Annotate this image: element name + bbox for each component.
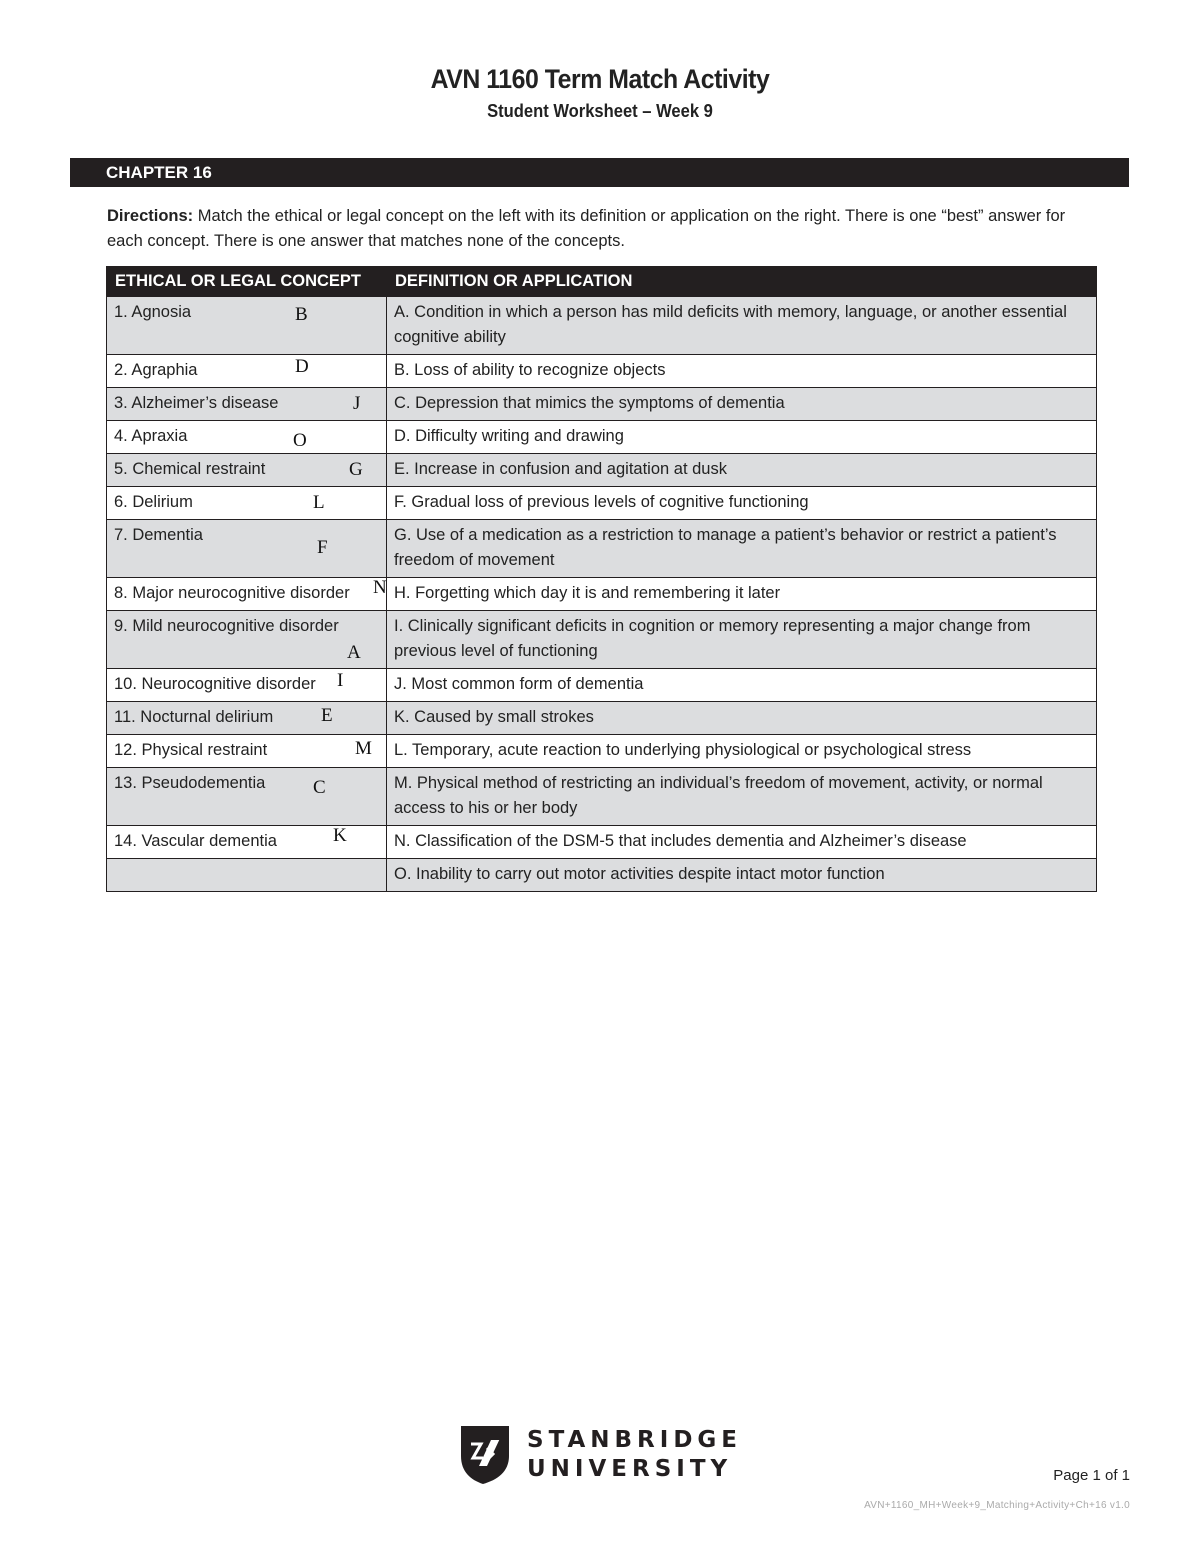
column-header-concept: ETHICAL OR LEGAL CONCEPT bbox=[107, 267, 387, 297]
handwritten-answer: B bbox=[295, 304, 308, 325]
concept-cell bbox=[107, 454, 387, 487]
document-code: AVN+1160_MH+Week+9_Matching+Activity+Ch+16 v1.0 bbox=[864, 1500, 1130, 1511]
definition-cell: J. Most common form of dementia bbox=[387, 669, 1097, 702]
definition-cell: N. Classification of the DSM-5 that includes dementia and Alzheimer’s disease bbox=[387, 826, 1097, 859]
handwritten-answer: D bbox=[295, 356, 309, 377]
table-row bbox=[107, 355, 1097, 388]
table-row bbox=[107, 669, 1097, 702]
table-body bbox=[107, 297, 1097, 892]
concept-cell bbox=[107, 388, 387, 421]
concept-cell bbox=[107, 421, 387, 454]
column-header-definition: DEFINITION OR APPLICATION bbox=[387, 267, 1097, 297]
concept-cell bbox=[107, 859, 387, 892]
table-row bbox=[107, 826, 1097, 859]
definition-cell: G. Use of a medication as a restriction to manage a patient’s behavior or restrict a patient’s freedom of movement bbox=[387, 520, 1097, 578]
concept-label: 8. Major neurocognitive disorder bbox=[114, 584, 350, 602]
concept-label: 13. Pseudodementia bbox=[114, 774, 266, 792]
directions bbox=[107, 204, 1097, 254]
concept-cell bbox=[107, 826, 387, 859]
table-row bbox=[107, 578, 1097, 611]
definition-cell: O. Inability to carry out motor activities despite intact motor function bbox=[387, 859, 1097, 892]
definition-cell: I. Clinically significant deficits in cognition or memory representing a major change from previous level of functioning bbox=[387, 611, 1097, 669]
handwritten-answer: J bbox=[353, 393, 361, 414]
table-row bbox=[107, 702, 1097, 735]
table-row bbox=[107, 421, 1097, 454]
table-header-row bbox=[107, 267, 1097, 297]
directions-text: Match the ethical or legal concept on the left with its definition or application on the right. There is one “best” answer for each concept. There is one answer that matches none of the concepts. bbox=[107, 207, 1066, 250]
table-row bbox=[107, 859, 1097, 892]
table-row bbox=[107, 768, 1097, 826]
concept-cell bbox=[107, 735, 387, 768]
directions-label: Directions: bbox=[107, 207, 194, 225]
definition-cell: E. Increase in confusion and agitation at dusk bbox=[387, 454, 1097, 487]
table-row bbox=[107, 297, 1097, 355]
chapter-bar: CHAPTER 16 bbox=[70, 158, 1129, 187]
definition-cell: A. Condition in which a person has mild deficits with memory, language, or another essential cognitive ability bbox=[387, 297, 1097, 355]
page-subtitle: Student Worksheet – Week 9 bbox=[487, 101, 713, 121]
concept-label: 10. Neurocognitive disorder bbox=[114, 675, 316, 693]
concept-label: 7. Dementia bbox=[114, 526, 203, 544]
page-number: Page 1 of 1 bbox=[1053, 1467, 1130, 1484]
handwritten-answer: K bbox=[333, 825, 347, 846]
table-row bbox=[107, 735, 1097, 768]
concept-cell bbox=[107, 702, 387, 735]
concept-cell bbox=[107, 768, 387, 826]
concept-label: 5. Chemical restraint bbox=[114, 460, 266, 478]
university-name bbox=[527, 1426, 742, 1484]
table-row bbox=[107, 520, 1097, 578]
definition-cell: H. Forgetting which day it is and remembering it later bbox=[387, 578, 1097, 611]
handwritten-answer: O bbox=[293, 430, 307, 451]
handwritten-answer: I bbox=[337, 670, 344, 691]
handwritten-answer: F bbox=[317, 537, 328, 558]
handwritten-answer: N bbox=[373, 577, 387, 598]
handwritten-answer: L bbox=[313, 492, 325, 513]
definition-cell: M. Physical method of restricting an individual’s freedom of movement, activity, or normal access to his or her body bbox=[387, 768, 1097, 826]
concept-cell bbox=[107, 487, 387, 520]
definition-cell: C. Depression that mimics the symptoms of dementia bbox=[387, 388, 1097, 421]
handwritten-answer: M bbox=[355, 738, 372, 759]
concept-label: 6. Delirium bbox=[114, 493, 193, 511]
university-logo bbox=[457, 1420, 747, 1486]
handwritten-answer: E bbox=[321, 705, 333, 726]
table-row bbox=[107, 487, 1097, 520]
handwritten-answer: A bbox=[347, 642, 361, 663]
shield-logo-icon bbox=[457, 1422, 517, 1486]
handwritten-answer: C bbox=[313, 777, 326, 798]
page-title: AVN 1160 Term Match Activity bbox=[430, 64, 770, 94]
concept-label: 9. Mild neurocognitive disorder bbox=[114, 617, 339, 635]
definition-cell: L. Temporary, acute reaction to underlying physiological or psychological stress bbox=[387, 735, 1097, 768]
concept-label: 2. Agraphia bbox=[114, 361, 198, 379]
table-row bbox=[107, 454, 1097, 487]
logo-line-1: STANBRIDGE bbox=[527, 1427, 742, 1453]
concept-label: 3. Alzheimer’s disease bbox=[114, 394, 279, 412]
concept-cell bbox=[107, 669, 387, 702]
definition-cell: F. Gradual loss of previous levels of cognitive functioning bbox=[387, 487, 1097, 520]
concept-label: 11. Nocturnal delirium bbox=[114, 708, 274, 726]
concept-cell bbox=[107, 297, 387, 355]
match-table bbox=[106, 266, 1097, 892]
concept-label: 4. Apraxia bbox=[114, 427, 188, 445]
definition-cell: D. Difficulty writing and drawing bbox=[387, 421, 1097, 454]
logo-line-2: UNIVERSITY bbox=[527, 1456, 733, 1482]
definition-cell: K. Caused by small strokes bbox=[387, 702, 1097, 735]
table-row bbox=[107, 611, 1097, 669]
concept-cell bbox=[107, 520, 387, 578]
concept-label: 1. Agnosia bbox=[114, 303, 192, 321]
concept-label: 14. Vascular dementia bbox=[114, 832, 277, 850]
definition-cell: B. Loss of ability to recognize objects bbox=[387, 355, 1097, 388]
concept-cell bbox=[107, 611, 387, 669]
concept-cell bbox=[107, 355, 387, 388]
table-row bbox=[107, 388, 1097, 421]
handwritten-answer: G bbox=[349, 459, 363, 480]
concept-label: 12. Physical restraint bbox=[114, 741, 268, 759]
concept-cell bbox=[107, 578, 387, 611]
